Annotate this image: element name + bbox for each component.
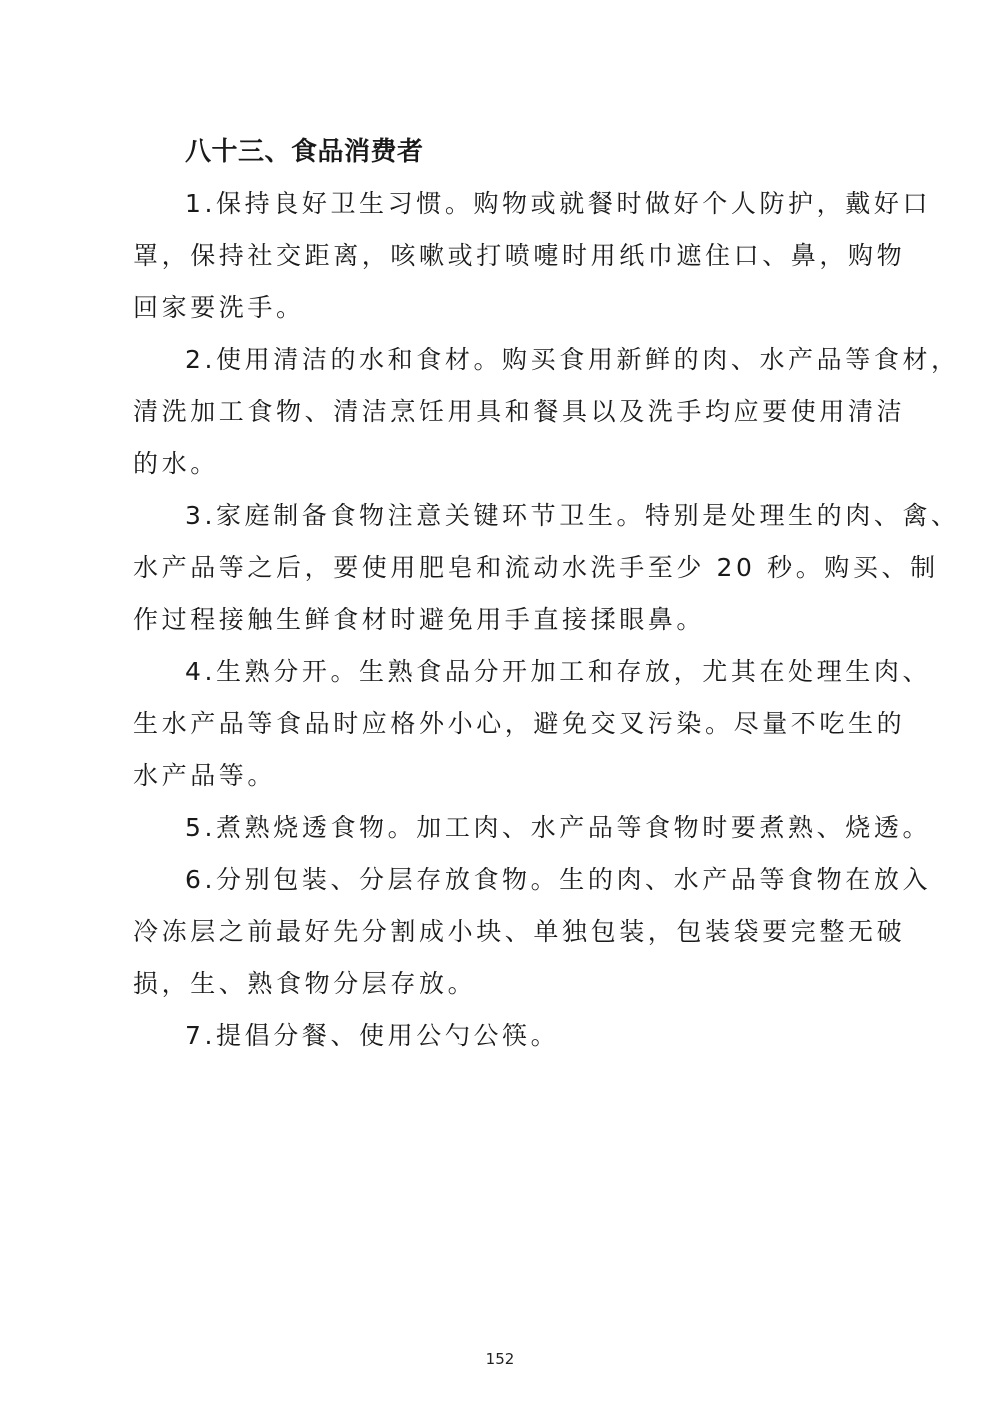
paragraph-line: 4.生熟分开。生熟食品分开加工和存放，尤其在处理生肉、 [185,657,932,686]
paragraph-line: 水产品等之后，要使用肥皂和流动水洗手至少 20 秒。购买、制 [133,553,939,582]
paragraph-line: 损，生、熟食物分层存放。 [133,969,477,998]
paragraph-line: 2.使用清洁的水和食材。购买食用新鲜的肉、水产品等食材， [185,345,960,374]
paragraph-line: 5.煮熟烧透食物。加工肉、水产品等食物时要煮熟、烧透。 [185,813,932,842]
paragraph-line: 6.分别包装、分层存放食物。生的肉、水产品等食物在放入 [185,865,932,894]
paragraph-line: 冷冻层之前最好先分割成小块、单独包装，包装袋要完整无破 [133,917,906,946]
paragraph-7 [133,1010,867,1062]
paragraph-4 [133,646,932,802]
paragraph-3 [133,490,960,646]
paragraph-line: 1.保持良好卫生习惯。购物或就餐时做好个人防护，戴好口 [185,189,932,218]
paragraph-line: 水产品等。 [133,761,277,790]
paragraph-5 [133,802,932,854]
paragraph-line: 作过程接触生鲜食材时避免用手直接揉眼鼻。 [133,605,706,634]
section-heading: 八十三、食品消费者 [185,137,424,167]
paragraph-line: 3.家庭制备食物注意关键环节卫生。特别是处理生的肉、禽、 [185,501,960,530]
paragraph-2 [133,334,960,490]
paragraph-line: 7.提倡分餐、使用公勺公筷。 [185,1021,560,1050]
paragraph-line: 清洗加工食物、清洁烹饪用具和餐具以及洗手均应要使用清洁 [133,397,906,426]
paragraph-line: 回家要洗手。 [133,293,305,322]
paragraph-6 [133,854,932,1010]
paragraph-1 [133,178,932,334]
paragraph-line: 生水产品等食品时应格外小心，避免交叉污染。尽量不吃生的 [133,709,906,738]
page-number: 152 [485,1350,515,1368]
paragraph-line: 的水。 [133,449,219,478]
paragraph-line: 罩，保持社交距离，咳嗽或打喷嚏时用纸巾遮住口、鼻，购物 [133,241,906,270]
document-body [133,126,960,1062]
